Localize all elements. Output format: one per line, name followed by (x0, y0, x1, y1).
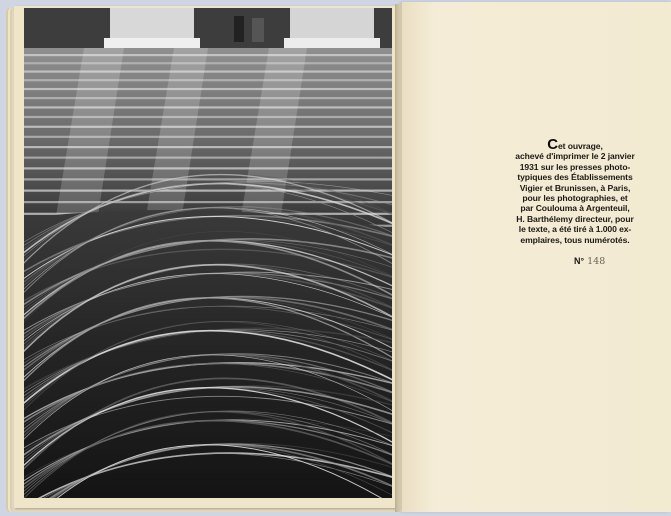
colophon-line: pour les photographies, et (522, 193, 628, 204)
figure (252, 18, 264, 42)
colophon-line: 1931 sur les presses photo- (519, 161, 631, 172)
colophon-line: par Coulouma à Argenteuil, (520, 203, 630, 214)
colophon-line: typiques des Établissements (517, 172, 633, 183)
right-page (402, 2, 671, 512)
colophon-line: le texte, a été tiré à 1.000 ex- (518, 224, 632, 235)
colophon-line: Vigier et Brunissen, à Paris, (519, 182, 631, 193)
colophon-line: emplaires, tous numérotés. (520, 234, 630, 245)
colophon-line: H. Barthélemy directeur, pour (516, 213, 634, 224)
staircase-photograph (24, 8, 392, 498)
colophon-line: achevé d'imprimer le 2 janvier (515, 151, 635, 162)
drop-cap: C (547, 136, 558, 153)
number-label: N° (574, 256, 585, 266)
figure (234, 16, 244, 42)
handwritten-number: 148 (587, 256, 606, 267)
colophon-first-line: Cet ouvrage, (547, 136, 603, 153)
colophon-text (500, 136, 650, 245)
copy-number (574, 256, 634, 267)
